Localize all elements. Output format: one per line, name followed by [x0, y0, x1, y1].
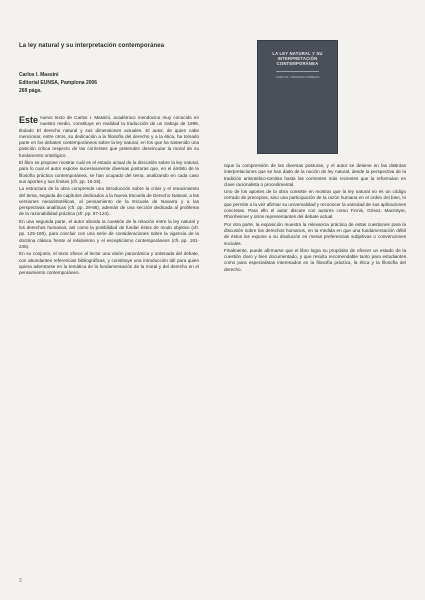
cover-title: LA LEY NATURAL Y SU INTERPRETACIÓN CONTEMPORÁNEA	[272, 51, 323, 66]
review-title: La ley natural y su interpretación contemporánea	[19, 43, 165, 49]
page-number: 2	[19, 578, 22, 584]
left-paragraph-4: En una segunda parte, el autor aborda la cuestión de la relación entre la ley natural y los derechos humanos, así como la posibilidad de fundar éstos de modo objetivo (cfr. pp. 125-180), para concluir con una serie de consideraciones sobre la vigencia de la doctrina clásica frente al relativismo y el escepticismo contemporáneos (cfr. pp. 181-245).	[19, 218, 199, 249]
left-paragraph-2: El libro se propone mostrar cuál es el estado actual de la discusión sobre la ley natural, para lo cual el autor expone sucesivamente diversas posturas que, en el ámbito de la filosofía práctica contemporánea, se han ocupado del tema, analizando en cada caso sus aportes y sus límites (cfr. pp. 15-28).	[19, 160, 199, 184]
left-paragraph-3: La estructura de la obra comprende una introducción sobre la crisis y el renacimiento del tema, seguida de capítulos dedicados a la Nueva Escuela de Derecho Natural, a las versiones neoaristotélicas, al pensamiento de la Escuela de Navarra y a las perspectivas analíticas (cfr. pp. 29-86), además de una sección dedicada al problema de la razonabilidad práctica (cfr. pp. 87-124).	[19, 186, 199, 217]
book-pages: 269 págs.	[19, 88, 42, 94]
right-paragraph-2: Uno de los aportes de la obra consiste en mostrar que la ley natural no es un código cerrado de preceptos, sino una participación de la razón humana en el orden del bien, lo que permite a la vez afirmar su universalidad y reconocer la variedad de sus aplicaciones concretas. Para ello el autor discute con autores como Finnis, Grisez, MacIntyre, Rhonheimer y otros representantes del debate actual.	[224, 189, 406, 220]
book-publisher: Editorial EUNSA, Pamplona 2006	[19, 80, 98, 86]
right-paragraph-3: Por otra parte, la exposición muestra la relevancia práctica de estas cuestiones para la discusión sobre los derechos humanos, en la medida en que una fundamentación débil de éstos los expone a su disolución en meras preferencias subjetivas o convenciones sociales.	[224, 221, 406, 246]
book-cover-image	[258, 41, 337, 153]
right-text-column	[224, 163, 406, 453]
left-paragraph-1: nuevo texto de Carlos I. Massini, académico mendocino muy conocido en nuestro medio, constituye en realidad la traducción de un trabajo de 1998, titulado El derecho natural y sus dimensiones actuales. El autor, de quien cabe mencionar, entre otros, su dedicación a la filosofía del derecho y a la ética, ha tomado parte en los debates contemporáneos sobre la ley natural, en los que ha sostenido una posición crítica respecto de las corrientes que pretenden desvincular la moral de su fundamento ontológico.	[19, 115, 199, 158]
cover-divider	[276, 71, 319, 72]
right-paragraph-1: rique la comprensión de las diversas posturas, y el autor se detiene en las distintas interpretaciones que se han dado de la noción de ley natural, desde la perspectiva de la tradición aristotélico-tomista hasta las corrientes más recientes que la reformulan en clave racionalista o procedimental.	[224, 163, 406, 187]
lead-word: Este	[19, 115, 39, 125]
left-paragraph-5: En su conjunto, el texto ofrece al lector una visión panorámica y ordenada del debate, con abundantes referencias bibliográficas, y constituye una introducción útil para quien quiera adentrarse en la temática de la fundamentación de la moral y del derecho en el pensamiento contemporáneo.	[19, 251, 199, 276]
left-text-column	[19, 115, 199, 565]
book-metadata	[19, 71, 97, 95]
right-paragraph-4: Finalmente, puede afirmarse que el libro logra su propósito de ofrecer un estado de la cuestión claro y bien documentado, y que resulta recomendable tanto para estudiantes como para especialistas interesados en la filosofía práctica, la ética y la filosofía del derecho.	[224, 247, 406, 272]
cover-author: CARLOS I. MASSINI CORREAS	[275, 75, 320, 79]
book-author: Carlos I. Massini	[19, 72, 59, 78]
